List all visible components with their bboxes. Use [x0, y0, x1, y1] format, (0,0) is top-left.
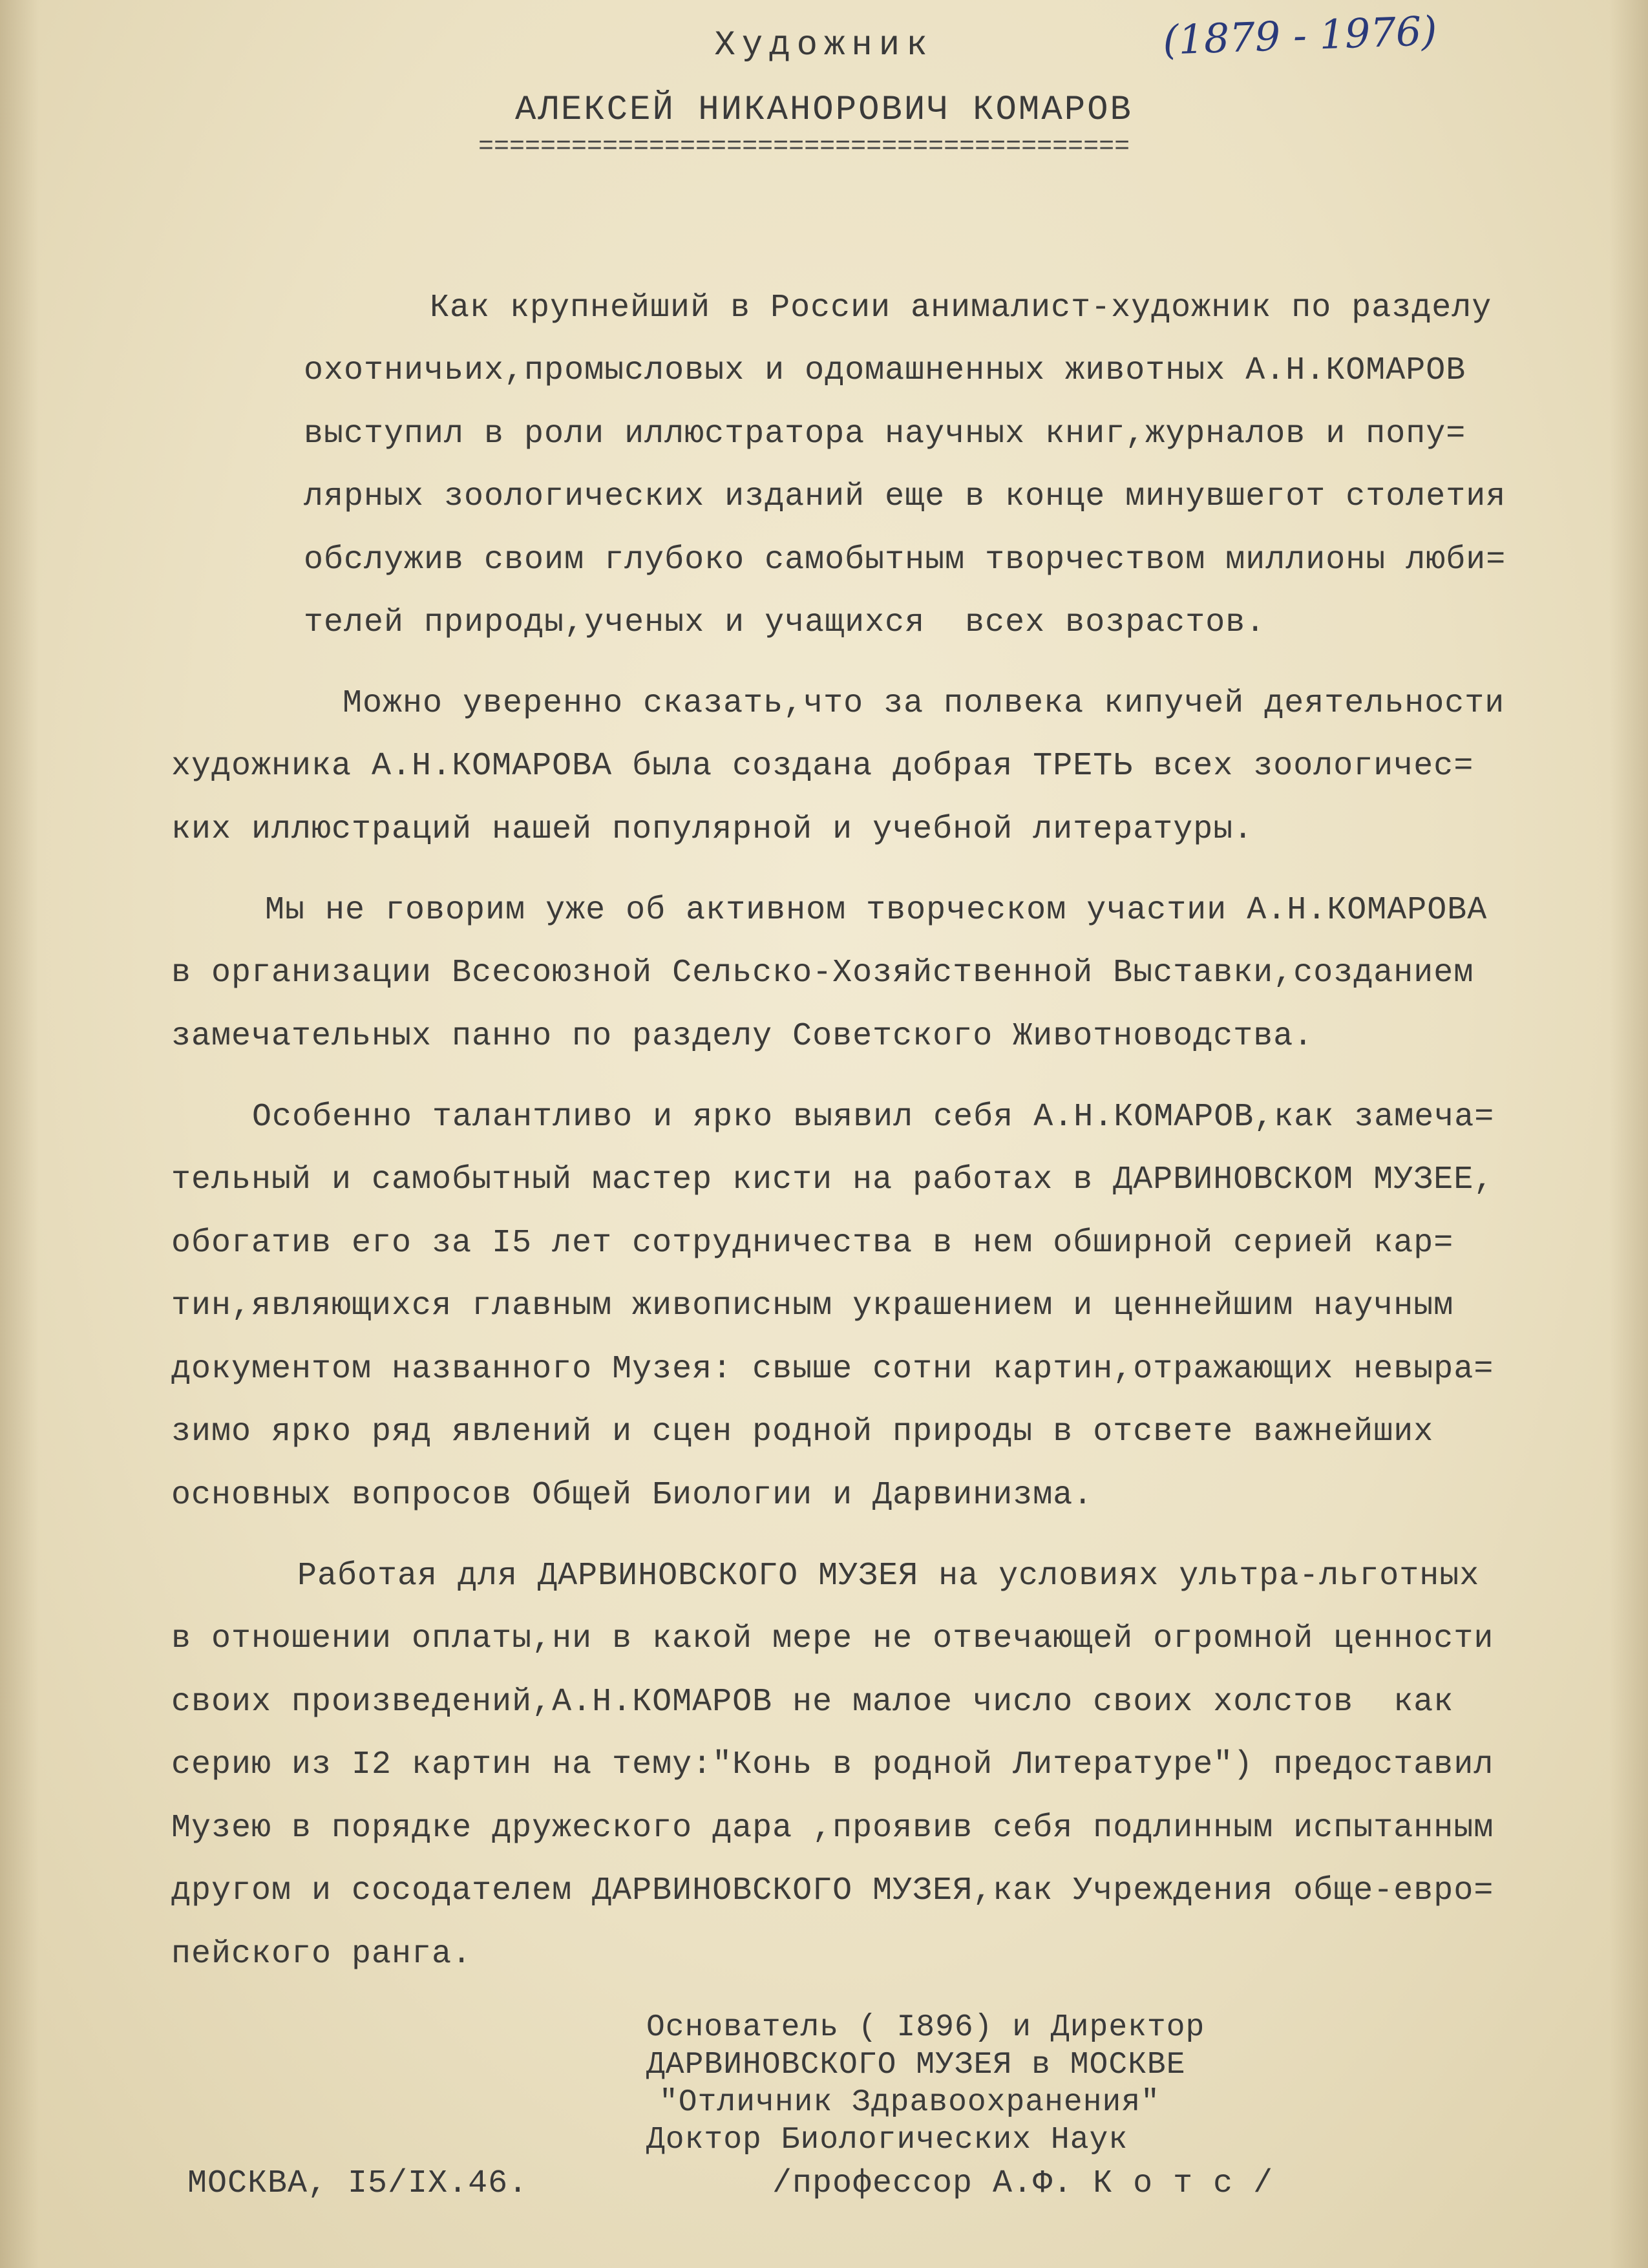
body-line: Можно уверенно сказать,что за полвека кипучей деятельности: [343, 685, 1505, 722]
body-line: пейского ранга.: [171, 1936, 472, 1973]
body-line: в организации Всесоюзной Сельско-Хозяйственной Выставки,созданием: [171, 955, 1474, 991]
body-line: своих произведений,А.Н.КОМАРОВ не малое число своих холстов как: [171, 1684, 1454, 1721]
signature-line: Доктор Биологических Наук: [646, 2123, 1128, 2157]
body-line: телей природы,ученых и учащихся всех возрастов.: [304, 604, 1266, 641]
signatory-name: /профессор А.Ф. К о т с /: [772, 2165, 1274, 2202]
body-line: в отношении оплаты,ни в какой мере не отвечающей огромной ценности: [171, 1620, 1494, 1657]
body-line: замечательных панно по разделу Советского Животноводства.: [171, 1018, 1314, 1055]
body-line: обогатив его за I5 лет сотрудничества в нем обширной серией кар=: [171, 1225, 1454, 1262]
title-underline-rule: ==========================================: [478, 132, 1130, 162]
place-and-date: МОСКВА, I5/IX.46.: [187, 2165, 529, 2202]
body-line: серию из I2 картин на тему:"Конь в родной Литературе") предоставил: [171, 1746, 1494, 1783]
body-line: ких иллюстраций нашей популярной и учебной литературы.: [171, 811, 1254, 848]
body-line: Музею в порядке дружеского дара ,проявив себя подлинным испытанным: [171, 1810, 1494, 1847]
body-line: Работая для ДАРВИНОВСКОГО МУЗЕЯ на условиях ультра-льготных: [297, 1558, 1480, 1595]
body-line: документом названного Музея: свыше сотни картин,отражающих невыра=: [171, 1351, 1494, 1388]
body-line: Особенно талантливо и ярко выявил себя А.Н.КОМАРОВ,как замеча=: [252, 1099, 1495, 1136]
body-line: Как крупнейший в России анималист-художник по разделу: [430, 290, 1492, 326]
body-line: лярных зоологических изданий еще в конце минувшегот столетия: [304, 478, 1506, 515]
paper-edge-shadow-right: [1609, 0, 1648, 2268]
body-line: зимо ярко ряд явлений и сцен родной природы в отсвете важнейших: [171, 1414, 1434, 1450]
body-line: охотничьих,промысловых и одомашненных животных А.Н.КОМАРОВ: [304, 352, 1466, 389]
document-title: Художник: [714, 26, 934, 65]
body-line: обслужив своим глубоко самобытным творчеством миллионы люби=: [304, 542, 1506, 578]
body-line: тельный и самобытный мастер кисти на работах в ДАРВИНОВСКОМ МУЗЕЕ,: [171, 1161, 1494, 1198]
signature-line: ДАРВИНОВСКОГО МУЗЕЯ в МОСКВЕ: [646, 2048, 1186, 2083]
signature-line: "Отличник Здравоохранения": [659, 2085, 1160, 2120]
body-line: выступил в роли иллюстратора научных книг,журналов и попу=: [304, 416, 1466, 452]
body-line: Мы не говорим уже об активном творческом участии А.Н.КОМАРОВА: [265, 892, 1488, 929]
paper-edge-shadow-left: [0, 0, 39, 2268]
body-line: художника А.Н.КОМАРОВА была создана добрая ТРЕТЬ всех зоологичес=: [171, 748, 1474, 785]
body-line: основных вопросов Общей Биологии и Дарвинизма.: [171, 1477, 1093, 1514]
artist-name-heading: АЛЕКСЕЙ НИКАНОРОВИЧ КОМАРОВ: [515, 90, 1133, 130]
signature-line: Основатель ( I896) и Директор: [646, 2010, 1205, 2045]
body-line: тин,являющихся главным живописным украшением и ценнейшим научным: [171, 1288, 1454, 1324]
handwritten-life-dates: (1879 - 1976): [1162, 6, 1438, 64]
body-line: другом и сосодателем ДАРВИНОВСКОГО МУЗЕЯ,как Учреждения обще-евро=: [171, 1872, 1494, 1909]
